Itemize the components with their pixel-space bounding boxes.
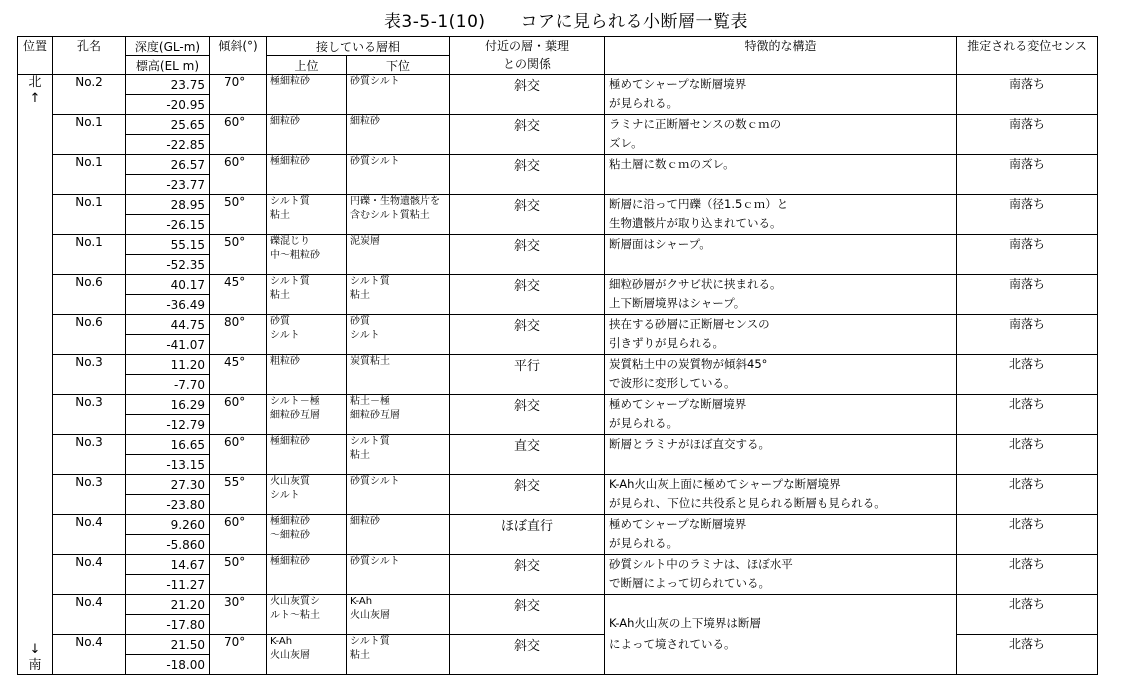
relation-value: 斜交 (450, 635, 605, 675)
table-row (18, 195, 1098, 215)
structure-text (605, 115, 957, 155)
lower-layer: 砂質シルト (347, 555, 450, 595)
direction-cell (18, 555, 53, 595)
structure-line: で断層によって切られている。 (609, 576, 771, 590)
upper-layer: 極細粒砂 (267, 155, 347, 195)
structure-line (609, 174, 956, 193)
structure-line: 砂質シルト中のラミナは、ほぼ水平 (609, 557, 793, 571)
upper-layer: 火山灰質 シルト (267, 475, 347, 515)
hole-name: No.6 (53, 275, 126, 315)
direction-cell (18, 435, 53, 475)
structure-line (609, 654, 956, 673)
lower-layer: 円礫・生物遺骸片を 含むシルト質粘土 (347, 195, 450, 235)
relation-value: 直交 (450, 435, 605, 475)
elevation-value: -23.77 (126, 175, 210, 195)
up-arrow-icon: ↑ (29, 91, 41, 106)
table-row (18, 395, 1098, 415)
dip-value: 50° (210, 235, 267, 275)
hole-name: No.4 (53, 595, 126, 635)
hole-name: No.1 (53, 155, 126, 195)
structure-text (605, 235, 957, 275)
relation-value: 平行 (450, 355, 605, 395)
structure-line (609, 254, 956, 273)
structure-line: 上下断層境界はシャープ。 (609, 296, 746, 310)
hole-name: No.4 (53, 555, 126, 595)
structure-line: が見られる。 (609, 96, 679, 110)
relation-value: 斜交 (450, 75, 605, 115)
structure-line: 細粒砂層がクサビ状に挟まれる。 (609, 277, 782, 291)
direction-cell (18, 355, 53, 395)
structure-line: 粘土層に数ｃｍのズレ。 (609, 157, 735, 171)
relation-value: 斜交 (450, 395, 605, 435)
relation-value: 斜交 (450, 275, 605, 315)
direction-cell (18, 115, 53, 155)
depth-value: 14.67 (126, 555, 210, 575)
sense-value: 南落ち (957, 155, 1098, 195)
relation-value: 斜交 (450, 155, 605, 195)
dip-value: 70° (210, 635, 267, 675)
relation-value: 斜交 (450, 595, 605, 635)
direction-cell (18, 195, 53, 235)
structure-line: 極めてシャープな断層境界 (609, 77, 747, 91)
structure-line: ラミナに正断層センスの数ｃｍの (609, 117, 782, 131)
header-depth: 深度(GL-m) (126, 37, 210, 56)
direction-cell (18, 515, 53, 555)
depth-value: 26.57 (126, 155, 210, 175)
lower-layer: シルト質 粘土 (347, 435, 450, 475)
header-relation-line2: との関係 (503, 57, 552, 71)
sense-value: 南落ち (957, 235, 1098, 275)
direction-cell (18, 155, 53, 195)
relation-value: 斜交 (450, 555, 605, 595)
depth-value: 21.50 (126, 635, 210, 655)
table-row (18, 475, 1098, 495)
depth-value: 11.20 (126, 355, 210, 375)
structure-text (605, 315, 957, 355)
sense-value: 北落ち (957, 595, 1098, 635)
sense-value: 北落ち (957, 395, 1098, 435)
structure-line: 断層面はシャープ。 (609, 237, 711, 251)
header-relation-line1: 付近の層・葉理 (485, 39, 570, 53)
sense-value: 南落ち (957, 315, 1098, 355)
relation-value: 斜交 (450, 315, 605, 355)
structure-line (609, 595, 956, 614)
lower-layer: シルト質 粘土 (347, 275, 450, 315)
header-elevation: 標高(EL m) (126, 56, 210, 75)
sense-value: 北落ち (957, 475, 1098, 515)
dip-value: 60° (210, 515, 267, 555)
hole-name: No.4 (53, 515, 126, 555)
relation-value: 斜交 (450, 235, 605, 275)
structure-line: によって境されている。 (609, 636, 736, 651)
elevation-value: -7.70 (126, 375, 210, 395)
dip-value: 50° (210, 555, 267, 595)
structure-text (605, 555, 957, 595)
upper-layer: 極細粒砂 (267, 75, 347, 115)
table-row (18, 115, 1098, 135)
hole-name: No.3 (53, 355, 126, 395)
direction-cell (18, 275, 53, 315)
header-layers: 接している層相 (267, 37, 450, 56)
dip-value: 55° (210, 475, 267, 515)
upper-layer: 細粒砂 (267, 115, 347, 155)
dip-value: 50° (210, 195, 267, 235)
upper-layer: 極細粒砂 (267, 435, 347, 475)
depth-value: 21.20 (126, 595, 210, 615)
table-row (18, 235, 1098, 255)
structure-line: が見られ、下位に共役系と見られる断層も見られる。 (609, 496, 886, 510)
lower-layer: 細粒砂 (347, 515, 450, 555)
upper-layer: 極細粒砂 ～細粒砂 (267, 515, 347, 555)
elevation-value: -22.85 (126, 135, 210, 155)
sense-value: 南落ち (957, 195, 1098, 235)
dip-value: 60° (210, 115, 267, 155)
structure-line: 挟在する砂層に正断層センスの (609, 317, 770, 331)
direction-cell (18, 595, 53, 635)
header-hole: 孔名 (53, 37, 126, 75)
upper-layer: シルト質 粘土 (267, 275, 347, 315)
structure-text (605, 515, 957, 555)
lower-layer: 砂質シルト (347, 75, 450, 115)
structure-text (605, 155, 957, 195)
dip-value: 30° (210, 595, 267, 635)
upper-layer: シルト質 粘土 (267, 195, 347, 235)
depth-value: 9.260 (126, 515, 210, 535)
header-upper: 上位 (267, 56, 347, 75)
depth-value: 55.15 (126, 235, 210, 255)
direction-cell (18, 235, 53, 275)
structure-text (605, 75, 957, 115)
fault-list-table (17, 36, 1098, 675)
elevation-value: -18.00 (126, 655, 210, 675)
depth-value: 25.65 (126, 115, 210, 135)
lower-layer: 細粒砂 (347, 115, 450, 155)
page-title: 表3-5-1(10) コアに見られる小断層一覧表 (383, 12, 749, 32)
hole-name: No.3 (53, 475, 126, 515)
relation-value: 斜交 (450, 115, 605, 155)
direction-cell (18, 75, 53, 115)
north-label: 北 (28, 75, 42, 90)
hole-name: No.3 (53, 435, 126, 475)
lower-layer: 粘土－極 細粒砂互層 (347, 395, 450, 435)
relation-value: 斜交 (450, 475, 605, 515)
depth-value: 40.17 (126, 275, 210, 295)
structure-text (605, 435, 957, 475)
table-row (18, 315, 1098, 335)
upper-layer: シルト－極 細粒砂互層 (267, 395, 347, 435)
structure-line: K-Ah火山灰上面に極めてシャープな断層境界 (609, 477, 841, 491)
depth-value: 28.95 (126, 195, 210, 215)
elevation-value: -52.35 (126, 255, 210, 275)
lower-layer: 砂質シルト (347, 475, 450, 515)
table-row (18, 555, 1098, 575)
upper-layer: 極細粒砂 (267, 555, 347, 595)
dip-value: 45° (210, 275, 267, 315)
sense-value: 北落ち (957, 435, 1098, 475)
depth-value: 44.75 (126, 315, 210, 335)
upper-layer: K-Ah 火山灰層 (267, 635, 347, 675)
structure-line (609, 454, 956, 473)
structure-line: 極めてシャープな断層境界 (609, 517, 747, 531)
direction-cell (18, 635, 53, 675)
structure-text (605, 395, 957, 435)
structure-text (605, 595, 957, 635)
depth-value: 16.29 (126, 395, 210, 415)
header-position: 位置 (18, 37, 53, 75)
structure-text (605, 635, 957, 675)
dip-value: 70° (210, 75, 267, 115)
header-dip: 傾斜(°) (210, 37, 267, 75)
elevation-value: -26.15 (126, 215, 210, 235)
structure-line: 断層に沿って円礫（径1.5ｃｍ）と (609, 197, 789, 211)
hole-name: No.3 (53, 395, 126, 435)
relation-value: 斜交 (450, 195, 605, 235)
structure-text (605, 475, 957, 515)
structure-text (605, 195, 957, 235)
upper-layer: 砂質 シルト (267, 315, 347, 355)
structure-line: が見られる。 (609, 416, 679, 430)
elevation-value: -20.95 (126, 95, 210, 115)
south-label: 南 (28, 658, 42, 673)
depth-value: 27.30 (126, 475, 210, 495)
structure-line: で波形に変形している。 (609, 376, 736, 390)
elevation-value: -13.15 (126, 455, 210, 475)
lower-layer: シルト質 粘土 (347, 635, 450, 675)
dip-value: 60° (210, 155, 267, 195)
lower-layer: 砂質シルト (347, 155, 450, 195)
dip-value: 80° (210, 315, 267, 355)
lower-layer: 砂質 シルト (347, 315, 450, 355)
structure-line: 炭質粘土中の炭質物が傾斜45° (609, 357, 768, 371)
dip-value: 45° (210, 355, 267, 395)
lower-layer: 泥炭層 (347, 235, 450, 275)
header-lower: 下位 (347, 56, 450, 75)
structure-line: 引きずりが見られる。 (609, 336, 725, 350)
sense-value: 北落ち (957, 555, 1098, 595)
sense-value: 南落ち (957, 115, 1098, 155)
upper-layer: 粗粒砂 (267, 355, 347, 395)
hole-name: No.2 (53, 75, 126, 115)
lower-layer: K-Ah 火山灰層 (347, 595, 450, 635)
structure-line: 生物遺骸片が取り込まれている。 (609, 216, 782, 230)
upper-layer: 火山灰質シ ルト～粘土 (267, 595, 347, 635)
table-row (18, 595, 1098, 615)
elevation-value: -17.80 (126, 615, 210, 635)
hole-name: No.1 (53, 115, 126, 155)
elevation-value: -41.07 (126, 335, 210, 355)
upper-layer: 礫混じり 中～粗粒砂 (267, 235, 347, 275)
table-row (18, 155, 1098, 175)
structure-line: 極めてシャープな断層境界 (609, 397, 747, 411)
sense-value: 北落ち (957, 635, 1098, 675)
table-row (18, 75, 1098, 95)
direction-cell (18, 475, 53, 515)
structure-line: 断層とラミナがほぼ直交する。 (609, 437, 771, 451)
elevation-value: -11.27 (126, 575, 210, 595)
structure-text (605, 355, 957, 395)
sense-value: 南落ち (957, 275, 1098, 315)
down-arrow-icon: ↓ (29, 642, 41, 657)
elevation-value: -12.79 (126, 415, 210, 435)
structure-line: K-Ah火山灰の上下境界は断層 (609, 616, 761, 630)
hole-name: No.4 (53, 635, 126, 675)
elevation-value: -23.80 (126, 495, 210, 515)
structure-line: が見られる。 (609, 536, 679, 550)
header-sense: 推定される変位センス (957, 37, 1098, 75)
direction-cell (18, 315, 53, 355)
hole-name: No.1 (53, 195, 126, 235)
hole-name: No.6 (53, 315, 126, 355)
dip-value: 60° (210, 435, 267, 475)
header-relation (450, 37, 605, 75)
table-row (18, 435, 1098, 455)
relation-value: ほぼ直行 (450, 515, 605, 555)
lower-layer: 炭質粘土 (347, 355, 450, 395)
sense-value: 北落ち (957, 515, 1098, 555)
depth-value: 16.65 (126, 435, 210, 455)
sense-value: 南落ち (957, 75, 1098, 115)
table-row (18, 275, 1098, 295)
table-row (18, 515, 1098, 535)
direction-cell (18, 395, 53, 435)
sense-value: 北落ち (957, 355, 1098, 395)
dip-value: 60° (210, 395, 267, 435)
table-row (18, 355, 1098, 375)
structure-line: ズレ。 (609, 136, 643, 150)
table-body (18, 75, 1098, 675)
elevation-value: -36.49 (126, 295, 210, 315)
hole-name: No.1 (53, 235, 126, 275)
header-structure: 特徴的な構造 (605, 37, 957, 75)
table-row (18, 635, 1098, 655)
elevation-value: -5.860 (126, 535, 210, 555)
structure-text (605, 275, 957, 315)
depth-value: 23.75 (126, 75, 210, 95)
